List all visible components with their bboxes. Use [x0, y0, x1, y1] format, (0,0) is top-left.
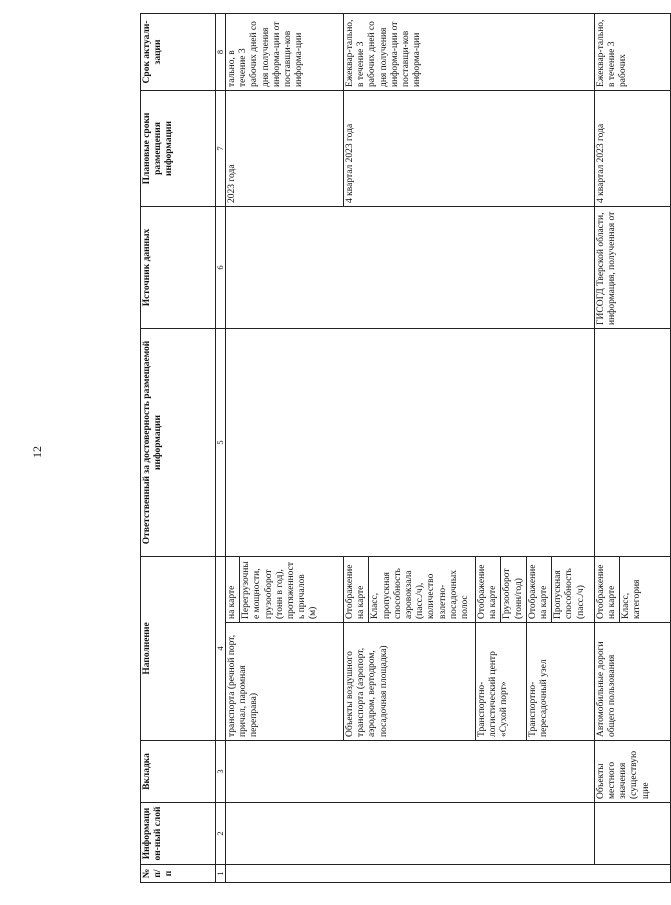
rotated-table-page — [140, 14, 651, 883]
item-local-class: Класс, категория — [621, 579, 643, 619]
header-planned-dates: Плановые сроки размещения информации — [141, 90, 216, 206]
cell-items-local — [594, 556, 670, 622]
page-number: 12 — [30, 446, 44, 458]
column-number-2: 2 — [216, 803, 226, 865]
header-tab: Вкладка — [141, 741, 216, 803]
header-number: № п/ п — [141, 865, 216, 883]
item-local-map: Отображение на карте — [595, 557, 620, 622]
column-number-8: 8 — [216, 13, 226, 90]
information-layers-table — [140, 13, 671, 883]
column-number-4: 4 — [216, 556, 226, 740]
cell-tab — [226, 741, 595, 803]
cell-layer — [226, 803, 595, 865]
cell-update-air: Ежеквар-тально, в течение 3 рабочих дней со дня получения информа-ции от поставщи-ков информа-ции — [344, 13, 595, 90]
header-content: Наполнение — [141, 556, 216, 740]
cell-layer-local — [594, 803, 670, 865]
cell-items-dry-port — [476, 556, 527, 622]
cell-update-local: Ежеквар-тально, в течение 3 рабочих — [594, 13, 670, 90]
item-port-map: на карте — [226, 557, 240, 622]
header-layer: Информацион-ный слой — [141, 803, 216, 865]
header-source: Источник данных — [141, 206, 216, 328]
table-row-local — [594, 13, 670, 882]
cell-planned-port: 2023 года — [226, 90, 344, 206]
cell-items-port — [226, 556, 344, 622]
header-update-period: Срок актуали-зации — [141, 13, 216, 90]
cell-responsible — [226, 328, 595, 556]
cell-object-dry-port: Транспортно-логистический центр «Сухой порт» — [476, 623, 527, 741]
cell-object-air: Объекты воздушного транспорта (аэропорт, аэродром, вертодром, посадочная площадка) — [344, 623, 476, 741]
cell-source-local: ГИСОГД Тверской области, информация, полученная от — [594, 206, 670, 328]
item-air-class: Класс, пропускная способность аэровокзала (пасс./ч), количество взлетно-посадочных полос — [370, 568, 471, 619]
item-hub-map: Отображение на карте — [527, 557, 552, 622]
cell-update-port: тально, в течение 3 рабочих дней со дня получения информа-ции от поставщи-ков информа-ции — [226, 13, 344, 90]
cell-object-hub: Транспортно-пересадочный узел — [526, 623, 594, 741]
cell-source — [226, 206, 595, 328]
cell-object-local: Автомобильные дороги общего пользования — [594, 623, 670, 741]
header-responsible: Ответственный за достоверность размещаемой информации — [141, 328, 216, 556]
cell-responsible-local — [594, 328, 670, 556]
cell-planned-local: 4 квартал 2023 года — [594, 90, 670, 206]
item-dry-port-cargo: Грузооборот (тонн/год) — [502, 568, 524, 619]
item-dry-port-map: Отображение на карте — [476, 557, 501, 622]
column-number-6: 6 — [216, 206, 226, 328]
item-air-map: Отображение на карте — [344, 557, 369, 622]
cell-items-hub — [526, 556, 594, 622]
cell-object-port: транспорта (речной порт, причал, паромная переправа) — [226, 623, 344, 741]
cell-tab-local: Объекты местного значения (существующие — [594, 741, 670, 803]
table-row-port — [226, 13, 344, 882]
item-port-capacity: Перегрузочные мощности, грузооборот (тонн в год), протяженность причалов (м) — [241, 561, 319, 619]
cell-row-number — [226, 865, 671, 883]
item-hub-capacity: Пропускная способность (пасс./ч) — [553, 568, 586, 619]
column-number-1: 1 — [216, 865, 226, 883]
column-number-3: 3 — [216, 741, 226, 803]
cell-items-air — [344, 556, 476, 622]
cell-planned-air: 4 квартал 2023 года — [344, 90, 595, 206]
column-number-7: 7 — [216, 90, 226, 206]
column-number-5: 5 — [216, 328, 226, 556]
